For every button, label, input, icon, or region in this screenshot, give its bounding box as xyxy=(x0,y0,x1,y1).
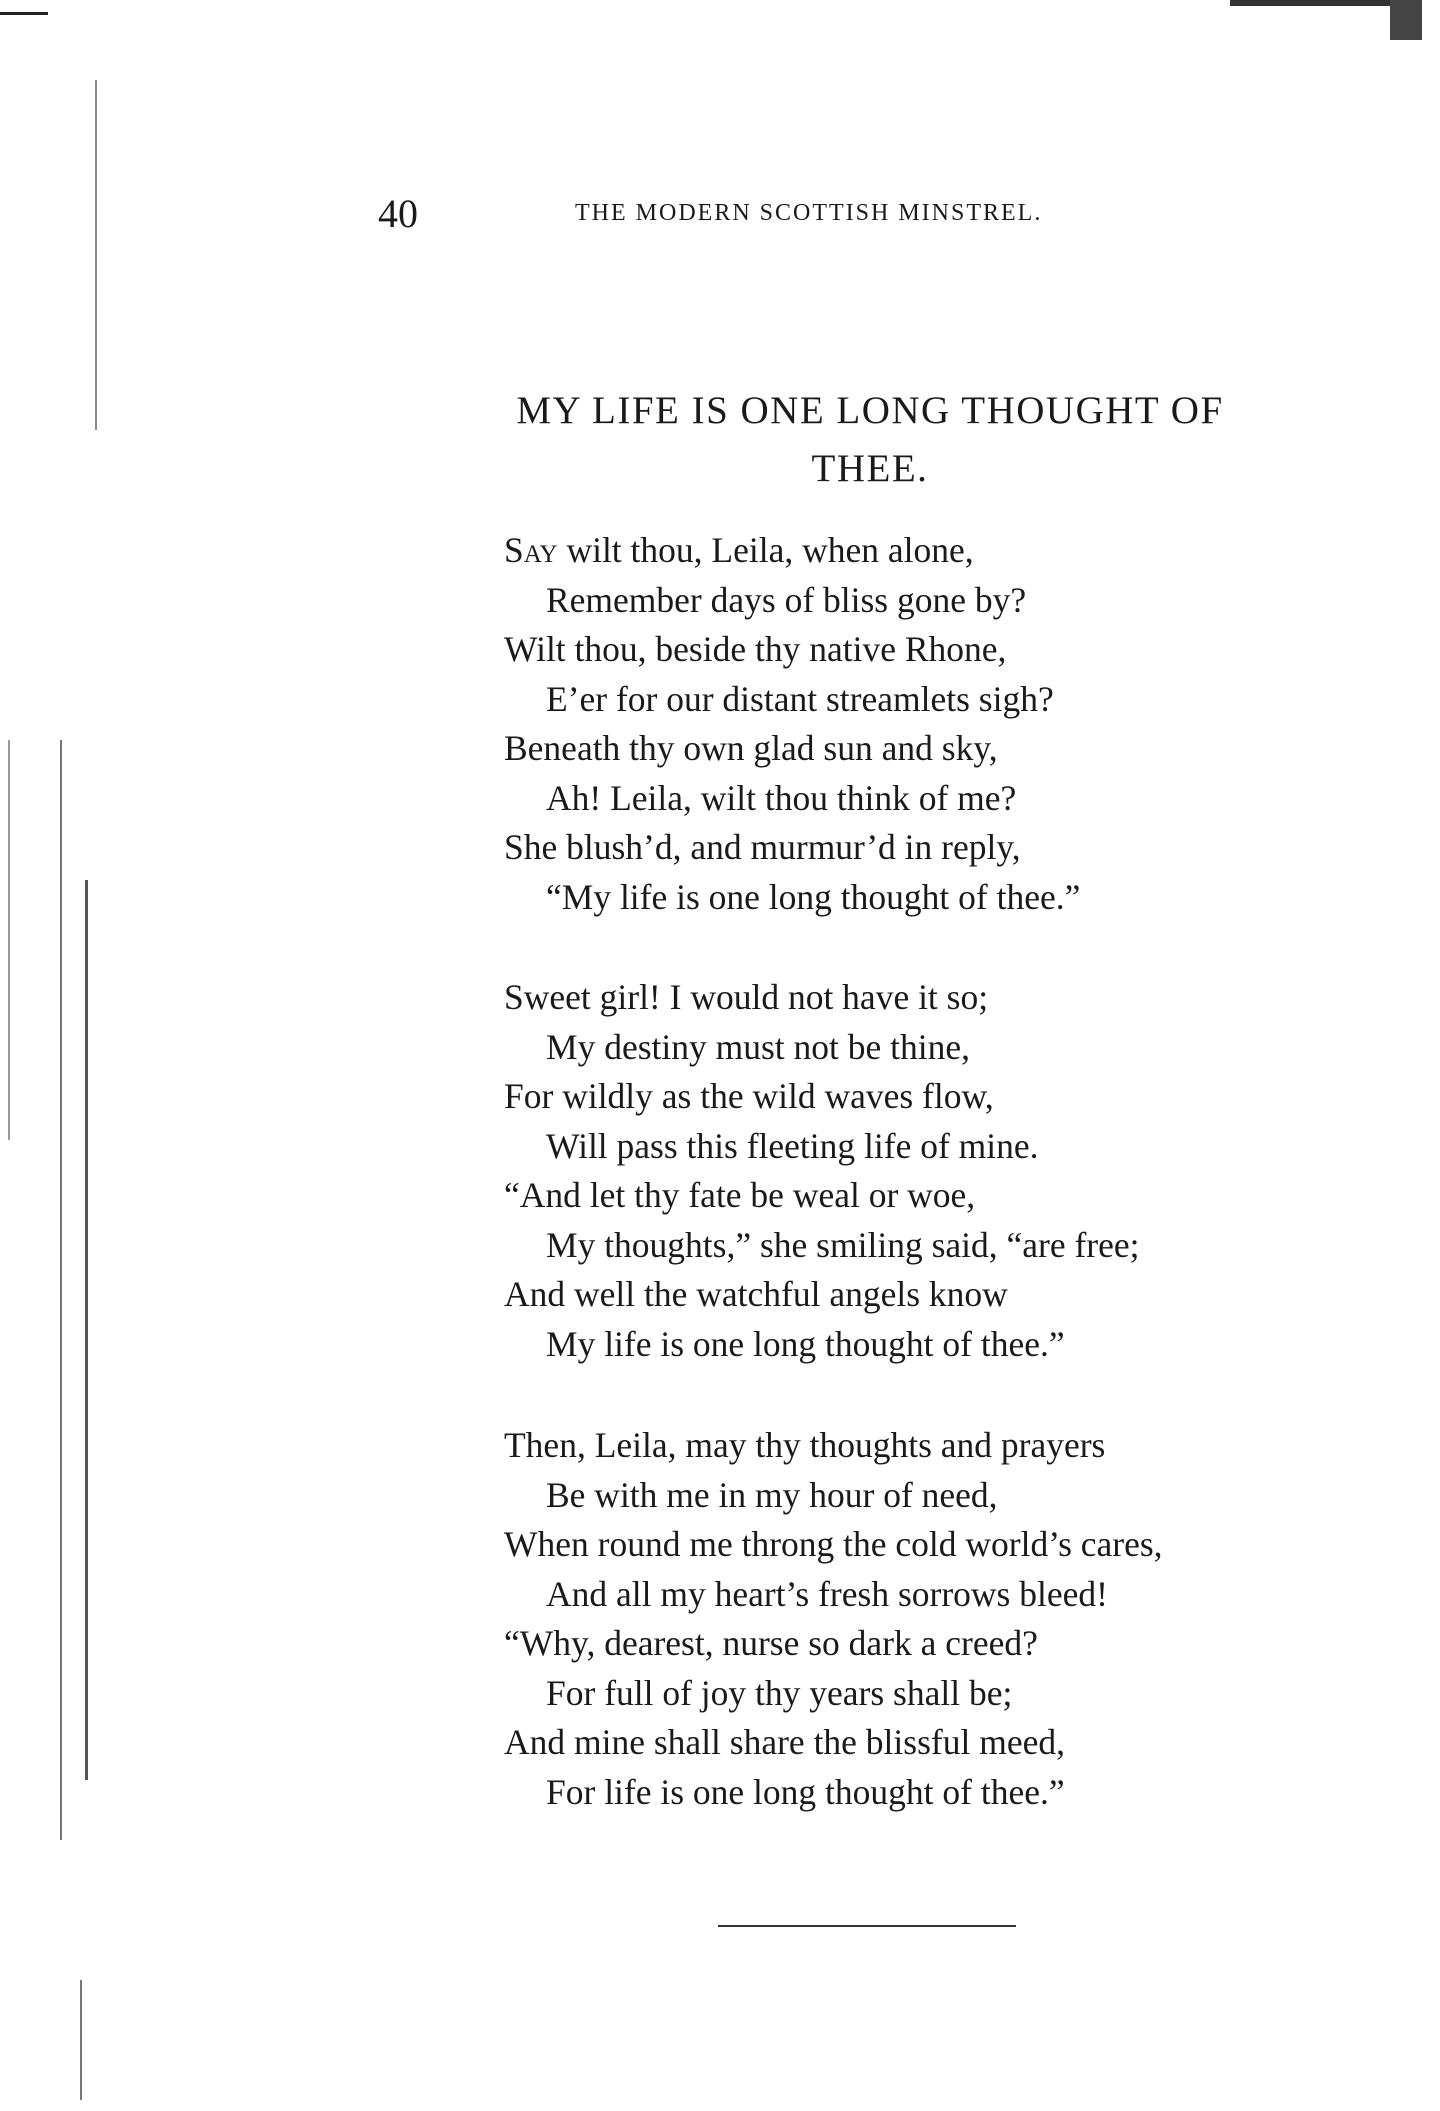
verse-line: “Why, dearest, nurse so dark a creed? xyxy=(504,1623,1038,1663)
verse-line: My destiny must not be thine, xyxy=(546,1026,971,1067)
poem-title-line-1: MY LIFE IS ONE LONG THOUGHT OF xyxy=(516,389,1224,432)
verse-line: And all my heart’s fresh sorrows bleed! xyxy=(546,1573,1108,1614)
scan-edge-mark-top-right xyxy=(1230,0,1408,6)
poem-title xyxy=(430,382,1310,498)
verse-line: “And let thy fate be weal or woe, xyxy=(504,1175,976,1215)
running-head xyxy=(378,190,1298,240)
verse-line: For life is one long thought of thee.” xyxy=(546,1771,1065,1812)
verse-line: Sweet girl! I would not have it so; xyxy=(504,977,989,1017)
verse-line: E’er for our distant streamlets sigh? xyxy=(546,678,1054,719)
stanza-3 xyxy=(504,1421,1364,1817)
verse-line: And well the watchful angels know xyxy=(504,1274,1008,1314)
verse-line: She blush’d, and murmur’d in reply, xyxy=(504,827,1021,867)
verse-line: Will pass this fleeting life of mine. xyxy=(546,1125,1039,1166)
stanza-1 xyxy=(504,526,1364,922)
verse-lead-word: Say xyxy=(504,530,558,570)
verse-line: Be with me in my hour of need, xyxy=(546,1474,998,1515)
page-number: 40 xyxy=(378,191,418,236)
poem-title-line-2: THEE. xyxy=(811,447,929,490)
verse-line: And mine shall share the blissful meed, xyxy=(504,1722,1065,1762)
scan-margin-line-2 xyxy=(60,740,62,1840)
verse-line: Wilt thou, beside thy native Rhone, xyxy=(504,629,1007,669)
scan-margin-line-1 xyxy=(95,80,97,430)
verse-line: For full of joy thy years shall be; xyxy=(546,1672,1013,1713)
verse-line: My thoughts,” she smiling said, “are free; xyxy=(546,1224,1140,1265)
scan-margin-line-4 xyxy=(8,740,10,1140)
verse-line: Beneath thy own glad sun and sky, xyxy=(504,728,998,768)
running-title: THE MODERN SCOTTISH MINSTREL. xyxy=(575,200,1043,226)
verse-line: My life is one long thought of thee.” xyxy=(546,1323,1065,1364)
stanza-2 xyxy=(504,973,1364,1369)
verse-line: Ah! Leila, wilt thou think of me? xyxy=(546,777,1017,818)
verse-line: “My life is one long thought of thee.” xyxy=(546,876,1081,917)
scan-margin-line-5 xyxy=(80,1980,82,2100)
verse-line: Then, Leila, may thy thoughts and prayers xyxy=(504,1425,1106,1465)
verse-line: For wildly as the wild waves flow, xyxy=(504,1076,994,1116)
verse-line: Remember days of bliss gone by? xyxy=(546,579,1027,620)
end-rule xyxy=(718,1925,1016,1927)
scan-margin-line-3 xyxy=(85,880,88,1780)
verse-line-text: wilt thou, Leila, when alone, xyxy=(557,530,974,570)
scan-corner-mark xyxy=(1390,0,1422,40)
verse-line: When round me throng the cold world’s cares, xyxy=(504,1524,1163,1564)
verse-line xyxy=(504,526,1364,576)
scan-edge-mark-top-left xyxy=(0,12,48,15)
